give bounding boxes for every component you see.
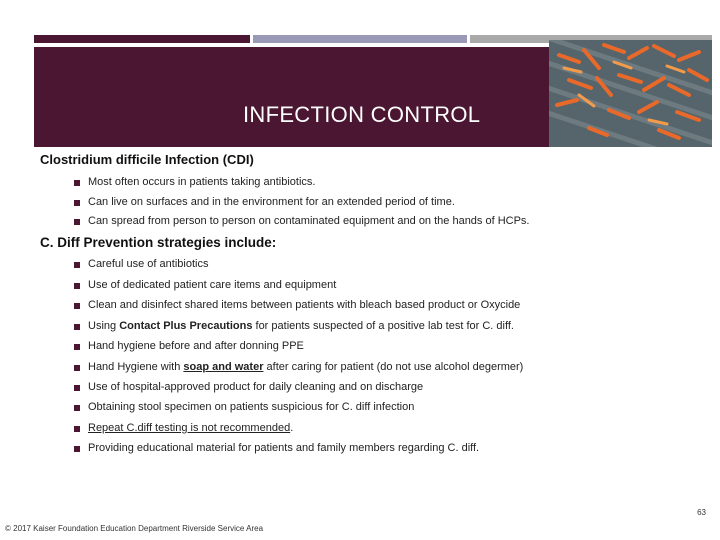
bullet-square-icon <box>74 219 80 225</box>
bullet-square-icon <box>74 262 80 268</box>
bullet-square-icon <box>74 303 80 309</box>
accent-bar-left <box>34 35 250 43</box>
bullet-square-icon <box>74 385 80 391</box>
list-item: Hand hygiene before and after donning PPE <box>88 340 304 352</box>
section-heading-cdi: Clostridium difficile Infection (CDI) <box>40 152 254 167</box>
bullet-square-icon <box>74 426 80 432</box>
list-item: Use of dedicated patient care items and equipment <box>88 279 336 291</box>
section-heading-prevention: C. Diff Prevention strategies include: <box>40 235 277 250</box>
list-item: Careful use of antibiotics <box>88 258 208 270</box>
bullet-square-icon <box>74 365 80 371</box>
bacteria-illustration <box>549 40 712 147</box>
bullet-square-icon <box>74 283 80 289</box>
bullet-square-icon <box>74 344 80 350</box>
bullet-square-icon <box>74 446 80 452</box>
list-item: Hand Hygiene with soap and water after caring for patient (do not use alcohol degermer) <box>88 361 523 373</box>
list-item: Obtaining stool specimen on patients suspicious for C. diff infection <box>88 401 414 413</box>
accent-bar-middle <box>253 35 467 43</box>
list-item: Clean and disinfect shared items between patients with bleach based product or Oxycide <box>88 299 520 311</box>
contact-plus-precautions: Contact Plus Precautions <box>119 320 253 332</box>
footer-copyright: © 2017 Kaiser Foundation Education Department Riverside Service Area <box>5 524 264 533</box>
bullet-square-icon <box>74 324 80 330</box>
list-item: Can spread from person to person on contaminated equipment and on the hands of HCPs. <box>88 215 530 227</box>
page-number: 63 <box>697 508 706 517</box>
list-item: Providing educational material for patients and family members regarding C. diff. <box>88 442 479 454</box>
slide-title: INFECTION CONTROL <box>243 102 481 127</box>
repeat-testing-note: Repeat C.diff testing is not recommended <box>88 422 291 434</box>
list-item: Can live on surfaces and in the environment for an extended period of time. <box>88 196 455 208</box>
title-banner <box>34 47 554 147</box>
bullet-square-icon <box>74 405 80 411</box>
list-item: Repeat C.diff testing is not recommended. <box>88 422 293 434</box>
list-item: Most often occurs in patients taking antibiotics. <box>88 176 315 188</box>
list-item: Using Contact Plus Precautions for patients suspected of a positive lab test for C. diff. <box>88 320 514 332</box>
bacteria-image <box>549 40 712 147</box>
bullet-square-icon <box>74 200 80 206</box>
soap-and-water: soap and water <box>183 361 264 373</box>
bullet-square-icon <box>74 180 80 186</box>
list-item: Use of hospital-approved product for daily cleaning and on discharge <box>88 381 423 393</box>
